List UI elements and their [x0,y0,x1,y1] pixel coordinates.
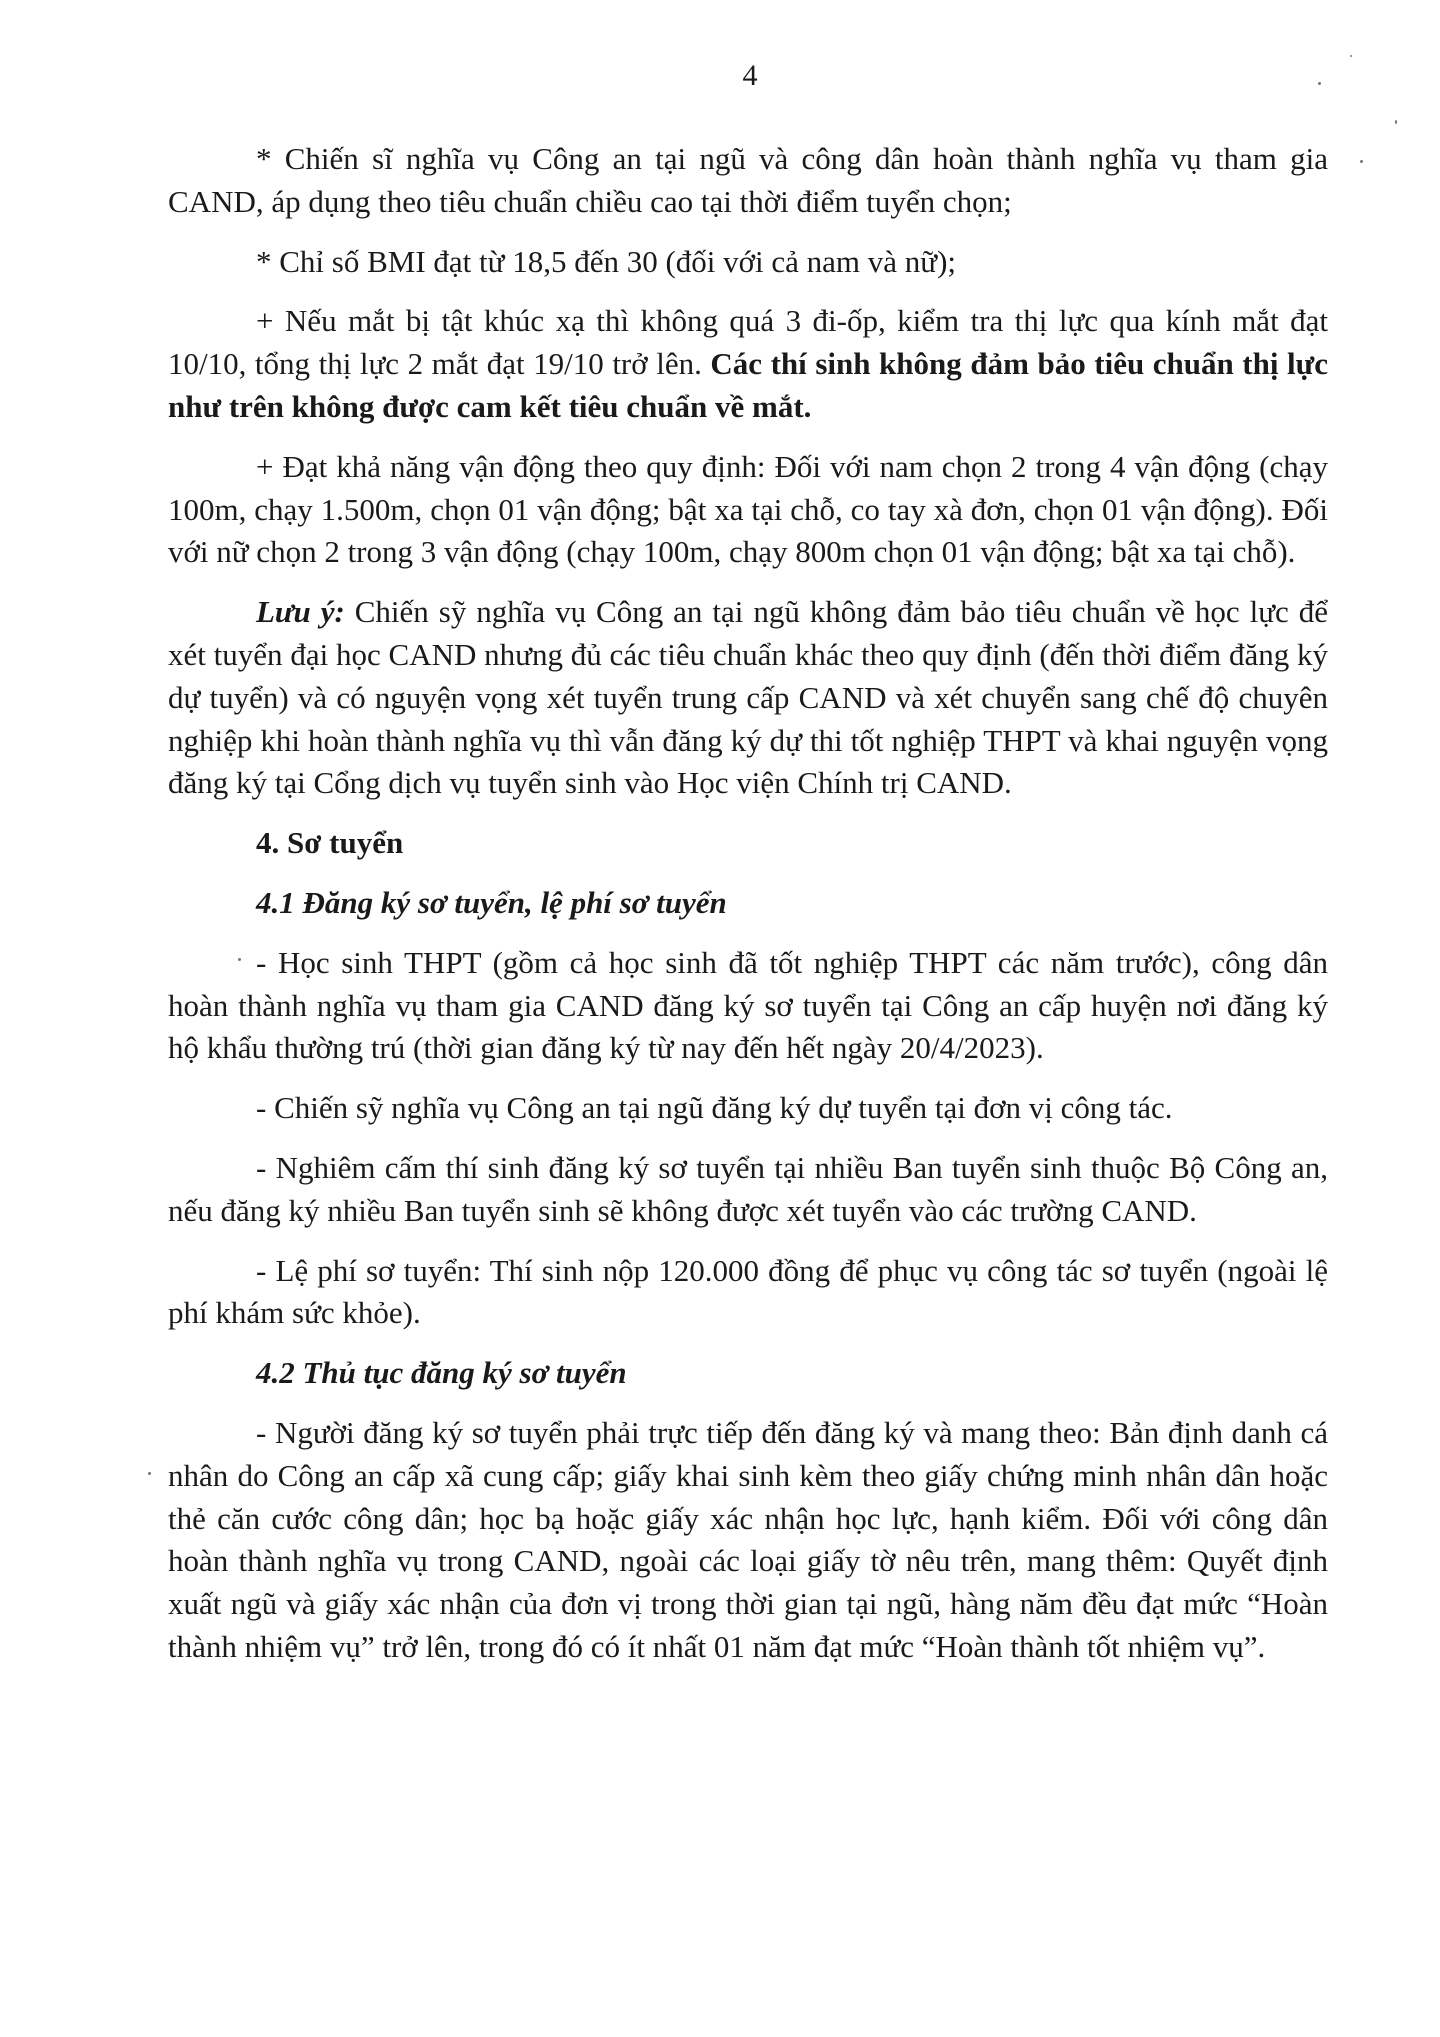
list-item: - Lệ phí sơ tuyển: Thí sinh nộp 120.000 đồng để phục vụ công tác sơ tuyển (ngoài lệ phí khám sức khỏe). [168,1252,1328,1331]
note-paragraph [168,591,1328,805]
fitness-paragraph: + Đạt khả năng vận động theo quy định: Đối với nam chọn 2 trong 4 vận động (chạy 100m, chạy 1.500m, chọn 01 vận động; bật xa tại chỗ, co tay xà đơn, chọn 01 vận động). Đối với nữ chọn 2 trong 3 vận động (chạy 100m, chạy 800m chọn 01 vận động; bật xa tại chỗ). [168,448,1328,570]
subsection-heading-registration: 4.1 Đăng ký sơ tuyển, lệ phí sơ tuyển [256,884,727,920]
list-item: - Chiến sỹ nghĩa vụ Công an tại ngũ đăng ký dự tuyển tại đơn vị công tác. [256,1090,1173,1126]
scan-speck [1350,55,1352,57]
scan-speck [1318,82,1321,85]
vision-text: + Nếu mắt bị tật khúc xạ thì không quá 3 đi-ốp, kiểm tra thị lực qua kính mắt đạt 10/10, tổng thị lực 2 mắt đạt 19/10 trở lên. [168,303,1328,382]
document-body [168,138,1328,1686]
section-heading: 4. Sơ tuyển [256,825,404,861]
list-item: - Học sinh THPT (gồm cả học sinh đã tốt nghiệp THPT các năm trước), công dân hoàn thành nghĩa vụ tham gia CAND đăng ký sơ tuyển tại Công an cấp huyện nơi đăng ký hộ khẩu thường trú (thời gian đăng ký từ nay đến hết ngày 20/4/2023). [168,944,1328,1066]
vision-warning: Các thí sinh không đảm bảo tiêu chuẩn thị lực như trên không được cam kết tiêu chuẩn về mắt. [168,346,1329,424]
scan-speck [238,958,241,961]
vision-paragraph [168,300,1328,428]
list-item: - Nghiêm cấm thí sinh đăng ký sơ tuyển tại nhiều Ban tuyển sinh thuộc Bộ Công an, nếu đăng ký nhiều Ban tuyển sinh sẽ không được xét tuyển vào các trường CAND. [168,1149,1328,1228]
scan-speck [148,1472,151,1475]
bmi-paragraph: * Chỉ số BMI đạt từ 18,5 đến 30 (đối với cả nam và nữ); [256,243,957,279]
page-number: 4 [742,59,758,92]
note-label: Lưu ý: [256,594,345,630]
scan-speck [1360,160,1363,163]
list-item: - Người đăng ký sơ tuyển phải trực tiếp đến đăng ký và mang theo: Bản định danh cá nhân do Công an cấp xã cung cấp; giấy khai sinh kèm theo giấy chứng minh nhân dân hoặc thẻ căn cước công dân; học bạ hoặc giấy xác nhận học lực, hạnh kiểm. Đối với công dân hoàn thành nghĩa vụ trong CAND, ngoài các loại giấy tờ nêu trên, mang thêm: Quyết định xuất ngũ và giấy xác nhận của đơn vị trong thời gian tại ngũ, hàng năm đều đạt mức “Hoàn thành nhiệm vụ” trở lên, trong đó có ít nhất 01 năm đạt mức “Hoàn thành tốt nhiệm vụ”. [168,1414,1328,1664]
scan-speck [1395,120,1397,124]
subsection-heading-procedure: 4.2 Thủ tục đăng ký sơ tuyển [256,1355,627,1391]
height-standard-paragraph: * Chiến sĩ nghĩa vụ Công an tại ngũ và công dân hoàn thành nghĩa vụ tham gia CAND, áp dụng theo tiêu chuẩn chiều cao tại thời điểm tuyển chọn; [168,141,1328,219]
note-text: Chiến sỹ nghĩa vụ Công an tại ngũ không đảm bảo tiêu chuẩn về học lực để xét tuyển đại học CAND nhưng đủ các tiêu chuẩn khác theo quy định (đến thời điểm đăng ký dự tuyển) và có nguyện vọng xét tuyển trung cấp CAND và xét chuyển sang chế độ chuyên nghiệp khi hoàn thành nghĩa vụ thì vẫn đăng ký dự thi tốt nghiệp THPT và khai nguyện vọng đăng ký tại Cổng dịch vụ tuyển sinh vào Học viện Chính trị CAND. [168,594,1328,801]
